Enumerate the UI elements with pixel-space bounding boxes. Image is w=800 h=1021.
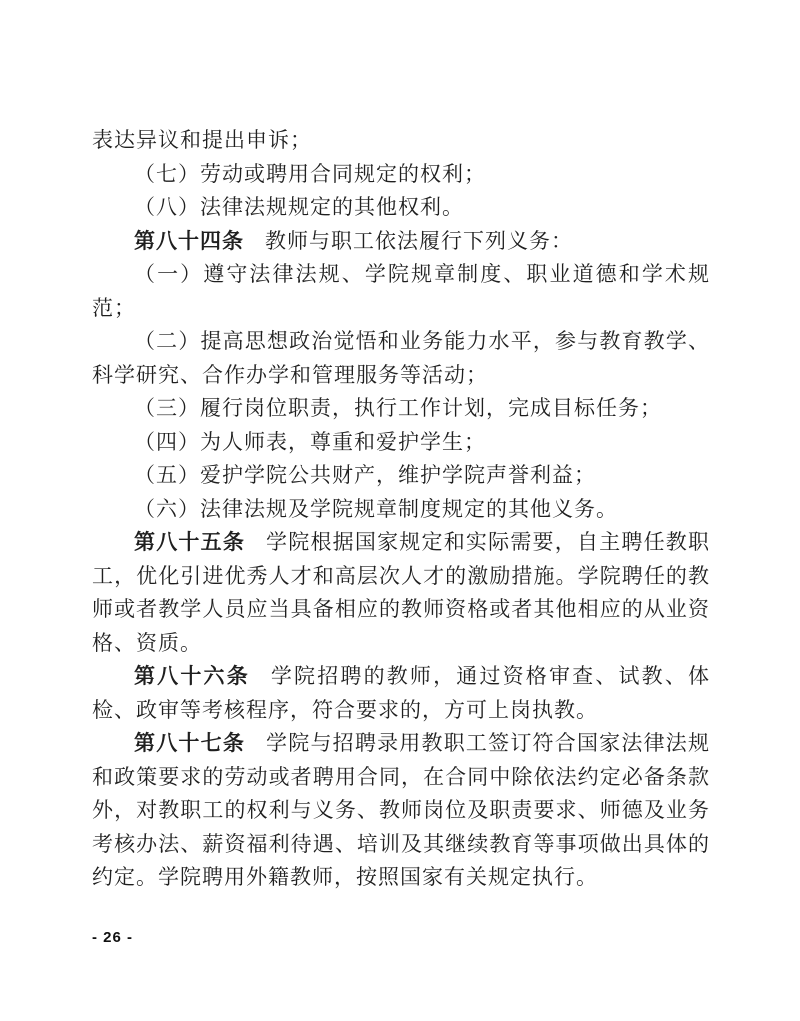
paragraph-text: （七）劳动或聘用合同规定的权利； bbox=[134, 161, 486, 186]
paragraph-text: 表达异议和提出申诉； bbox=[92, 128, 312, 152]
paragraph bbox=[92, 493, 710, 527]
article-number: 第八十四条 bbox=[134, 228, 244, 253]
paragraph bbox=[92, 325, 710, 392]
paragraph-text: （八）法律法规规定的其他权利。 bbox=[134, 195, 464, 219]
paragraph bbox=[92, 459, 710, 493]
paragraph bbox=[92, 258, 710, 325]
paragraph-text: （四）为人师表，尊重和爱护学生； bbox=[134, 429, 486, 454]
paragraph bbox=[92, 124, 710, 158]
paragraph-text: （三）履行岗位职责，执行工作计划，完成目标任务； bbox=[134, 396, 662, 420]
paragraph bbox=[92, 660, 710, 727]
paragraph bbox=[92, 727, 710, 895]
paragraph bbox=[92, 158, 710, 192]
paragraph bbox=[92, 191, 710, 225]
paragraph-text: （一）遵守法律法规、学院规章制度、职业道德和学术规范； bbox=[92, 262, 710, 320]
paragraph-text: 学院根据国家规定和实际需要，自主聘任教职工，优化引进优秀人才和高层次人才的激励措施。学院聘任的教师或者教学人员应当具备相应的教师资格或者其他相应的从业资格、资质。 bbox=[92, 530, 711, 655]
paragraph bbox=[92, 526, 710, 660]
article-number: 第八十六条 bbox=[134, 664, 250, 688]
paragraph-text: （五）爱护学院公共财产，维护学院声誉利益； bbox=[134, 463, 596, 487]
paragraph-text: 教师与职工依法履行下列义务： bbox=[265, 228, 573, 253]
paragraph-text: （二）提高思想政治觉悟和业务能力水平，参与教育教学、科学研究、合作办学和管理服务等活动； bbox=[92, 329, 710, 387]
document-body bbox=[92, 124, 710, 895]
paragraph bbox=[92, 392, 710, 426]
paragraph-text: 学院与招聘录用教职工签订符合国家法律法规和政策要求的劳动或者聘用合同，在合同中除依法约定必备条款外，对教职工的权利与义务、教师岗位及职责要求、师德及业务考核办法、薪资福利待遇、培训及其继续教育等事项做出具体的约定。学院聘用外籍教师，按照国家有关规定执行。 bbox=[92, 731, 711, 889]
paragraph-text: （六）法律法规及学院规章制度规定的其他义务。 bbox=[134, 496, 618, 521]
article-number: 第八十五条 bbox=[134, 530, 246, 554]
paragraph-text: 学院招聘的教师，通过资格审查、试教、体检、政审等考核程序，符合要求的，方可上岗执教。 bbox=[92, 664, 711, 722]
paragraph bbox=[92, 426, 710, 460]
page-number: - 26 - bbox=[92, 929, 134, 946]
paragraph bbox=[92, 225, 710, 259]
article-number: 第八十七条 bbox=[134, 731, 246, 755]
